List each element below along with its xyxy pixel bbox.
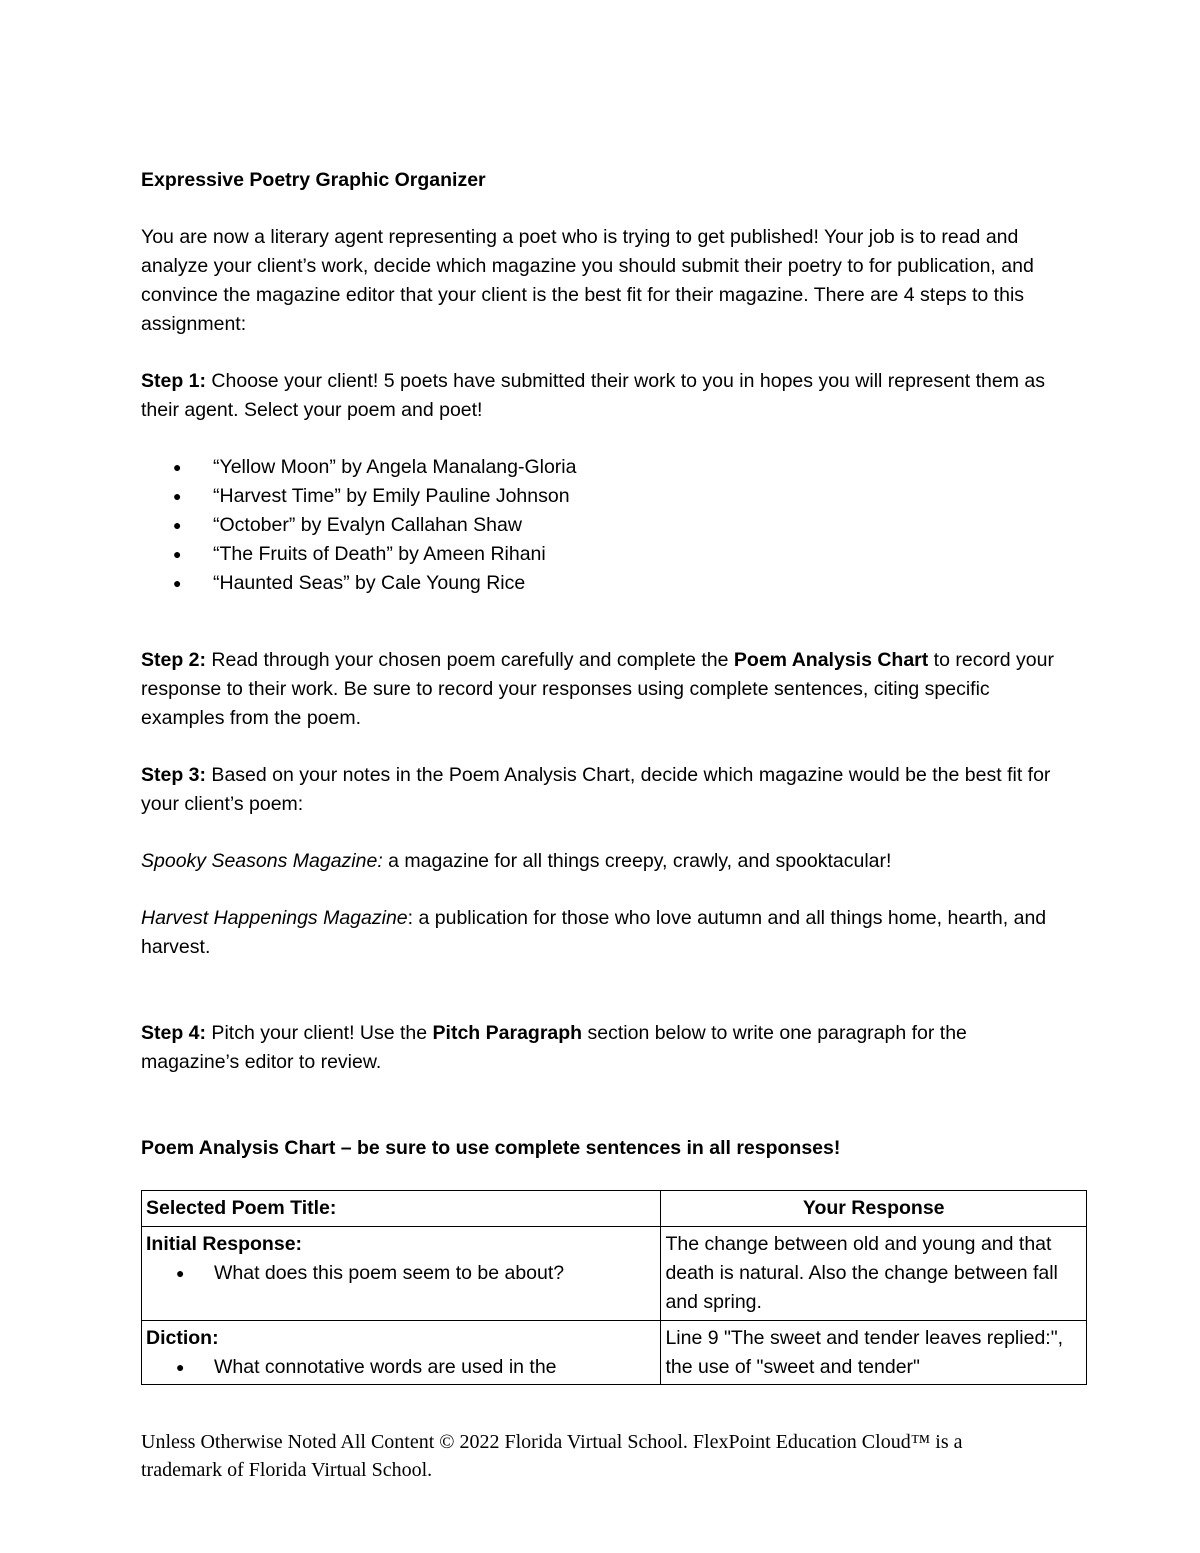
magazine-harvest <box>141 904 1061 962</box>
row-label: Initial Response: <box>146 1233 303 1255</box>
magazine-desc: a magazine for all things creepy, crawly, and spooktacular! <box>382 850 892 872</box>
response-text: Line 9 "The sweet and tender leaves replied:", the use of "sweet and tender" <box>665 1327 1064 1378</box>
step3-paragraph <box>141 761 1061 819</box>
step1-label: Step 1: <box>141 370 207 392</box>
footer-copyright: Unless Otherwise Noted All Content © 2022 Florida Virtual School. FlexPoint Education Cloud™ is a trademark of Florida Virtual School. <box>141 1431 963 1481</box>
table-header-row <box>142 1191 1087 1227</box>
step4-text-end: section below to write one paragraph for the magazine’s editor to review. <box>141 1022 967 1073</box>
step4-bold: Pitch Paragraph <box>432 1022 583 1044</box>
table-row <box>142 1321 1087 1385</box>
row-question: ● What connotative words are used in the <box>146 1353 656 1381</box>
step2-text-end: to record your response to their work. Be sure to record your responses using complete sentences, citing specific examples from the poem. <box>141 649 1054 729</box>
list-item: ● “Haunted Seas” by Cale Young Rice <box>213 569 1061 598</box>
step2-label: Step 2: <box>141 649 207 671</box>
row-prompt <box>142 1321 661 1385</box>
step4-paragraph <box>141 1019 1061 1077</box>
response-cell[interactable]: The change between old and young and that death is natural. Also the change between fall and spring. <box>661 1227 1087 1321</box>
intro-paragraph: You are now a literary agent representing a poet who is trying to get published! Your job is to read and analyze your client’s work, decide which magazine you should submit their poetry to for publication, and convince the magazine editor that your client is the best fit for their magazine. There are 4 steps to this assignment: <box>141 226 1034 335</box>
column-header-title: Selected Poem Title: <box>142 1191 661 1227</box>
document-title: Expressive Poetry Graphic Organizer <box>141 169 486 191</box>
magazine-name: Spooky Seasons Magazine: <box>141 850 383 872</box>
step4-text: Pitch your client! Use the <box>206 1022 433 1044</box>
magazine-desc: : a publication for those who love autumn and all things home, hearth, and harvest. <box>141 907 1047 958</box>
list-item: ● “Harvest Time” by Emily Pauline Johnson <box>213 482 1061 511</box>
document-body <box>141 166 1061 1163</box>
table-row <box>142 1227 1087 1321</box>
step2-bold: Poem Analysis Chart <box>733 649 929 671</box>
response-cell[interactable] <box>661 1321 1087 1385</box>
list-item: ● “The Fruits of Death” by Ameen Rihani <box>213 540 1061 569</box>
column-header-response: Your Response <box>661 1191 1087 1227</box>
step1-paragraph <box>141 367 1061 425</box>
chart-heading: Poem Analysis Chart – be sure to use complete sentences in all responses! <box>141 1137 841 1159</box>
poem-list <box>141 453 1061 598</box>
magazine-spooky <box>141 847 1061 876</box>
row-prompt <box>142 1227 661 1321</box>
row-label: Diction: <box>146 1327 219 1349</box>
step4-label: Step 4: <box>141 1022 207 1044</box>
magazine-name: Harvest Happenings Magazine <box>141 907 408 929</box>
step2-text: Read through your chosen poem carefully and complete the <box>206 649 734 671</box>
step3-label: Step 3: <box>141 764 207 786</box>
row-question: ● What does this poem seem to be about? <box>146 1259 656 1288</box>
poem-analysis-chart <box>141 1190 1087 1385</box>
step2-paragraph <box>141 646 1061 733</box>
step3-text: Based on your notes in the Poem Analysis Chart, decide which magazine would be the best fit for your client’s poem: <box>141 764 1051 815</box>
step1-text: Choose your client! 5 poets have submitted their work to you in hopes you will represent them as their agent. Select your poem and poet! <box>141 370 1045 421</box>
list-item: ● “Yellow Moon” by Angela Manalang-Gloria <box>213 453 1061 482</box>
list-item: ● “October” by Evalyn Callahan Shaw <box>213 511 1061 540</box>
